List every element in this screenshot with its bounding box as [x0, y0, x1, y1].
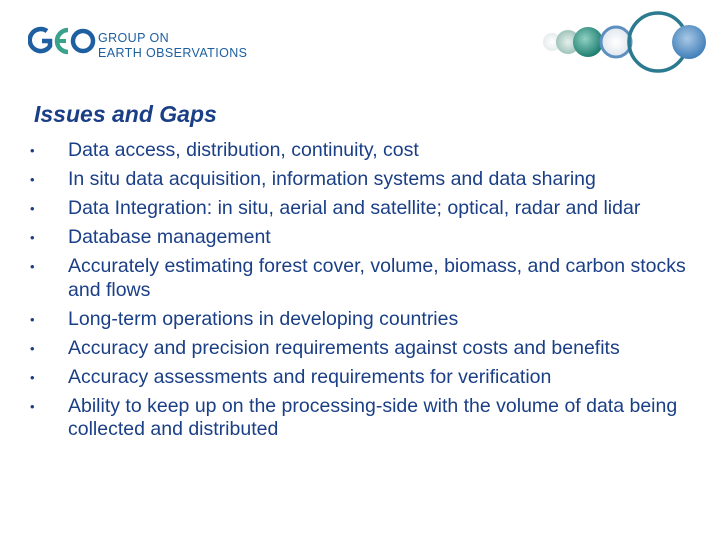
org-name — [98, 31, 247, 61]
bullet-text: Data access, distribution, continuity, cost — [68, 139, 419, 161]
org-name-line2: EARTH OBSERVATIONS — [98, 46, 248, 60]
bullet-text: In situ data acquisition, information systems and data sharing — [68, 168, 596, 190]
slide-title: Issues and Gaps — [34, 101, 217, 127]
bullet-text: Database management — [68, 226, 271, 248]
bullet-dot-icon: • — [30, 369, 35, 385]
bullet-dot-icon: • — [30, 172, 35, 187]
bullet-dot-icon: • — [30, 340, 35, 356]
slide-header — [0, 0, 720, 80]
bullet-dot-icon: • — [30, 143, 35, 158]
bullet-item — [26, 139, 686, 163]
geo-logo-icon — [28, 24, 98, 58]
bullet-text: Ability to keep up on the processing-side with the volume of data being collected and distributed — [68, 394, 678, 440]
bullet-dot-icon: • — [30, 201, 35, 216]
bullet-dot-icon: • — [30, 398, 35, 414]
decorative-circles-icon — [540, 8, 710, 76]
bullet-text: Accuracy and precision requirements against costs and benefits — [68, 336, 620, 359]
bullet-item — [26, 197, 686, 221]
bullet-item — [26, 255, 686, 302]
bullet-dot-icon: • — [30, 259, 35, 274]
bullet-item — [26, 366, 686, 390]
bullet-item — [26, 337, 686, 361]
bullet-text: Long-term operations in developing countries — [68, 307, 459, 330]
bullet-item — [26, 395, 686, 442]
bullet-text: Accuracy assessments and requirements for verification — [68, 365, 552, 388]
bullet-item — [26, 308, 686, 332]
bullet-text: Data Integration: in situ, aerial and satellite; optical, radar and lidar — [68, 197, 641, 219]
bullet-item — [26, 168, 686, 192]
bullet-text: Accurately estimating forest cover, volume, biomass, and carbon stocks and flows — [68, 255, 686, 301]
org-name-line1: GROUP ON — [98, 31, 170, 45]
bullet-dot-icon: • — [30, 230, 35, 245]
bullet-dot-icon: • — [30, 311, 35, 327]
bullet-item — [26, 226, 686, 250]
bullet-list — [26, 139, 686, 447]
